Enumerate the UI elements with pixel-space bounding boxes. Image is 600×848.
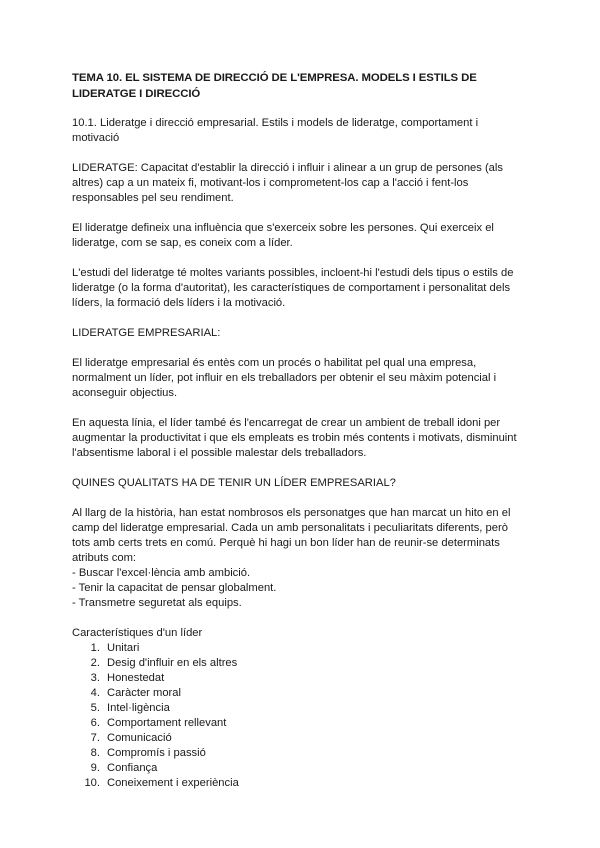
list-item-label: Compromís i passió [107, 747, 206, 759]
characteristics-numbered-list [72, 641, 522, 791]
paragraph-business-definition: El lideratge empresarial és entès com un procés o habilitat pel qual una empresa, normalment un líder, pot influir en els treballadors per obtenir el seu màxim potencial i aconseguir objectius. [72, 357, 497, 399]
list-item-label: Unitari [107, 642, 140, 654]
list-item-label: Caràcter moral [107, 687, 181, 699]
list-item-label: Comunicació [107, 732, 172, 744]
list-item-number: 7. [90, 732, 100, 744]
list-item-label: Confiança [107, 762, 158, 774]
paragraph-qualities-intro: Al llarg de la història, han estat nombrosos els personatges que han marcat un hito en el camp del lideratge empresarial. Cada un amb personalitats i peculiaritats diferents, però tots amb certs trets en comú. Perquè hi hagi un bon líder han de reunir-se determinats atributs com: [72, 507, 511, 564]
list-item [72, 701, 522, 716]
list-item-number: 5. [90, 702, 100, 714]
list-item-number: 6. [90, 717, 100, 729]
heading-business-leadership: LIDERATGE EMPRESARIAL: [72, 327, 221, 339]
list-item [72, 716, 522, 731]
heading-leader-characteristics: Característiques d'un líder [72, 627, 203, 639]
list-item-number: 2. [90, 657, 100, 669]
section-subtitle: 10.1. Lideratge i direcció empresarial. Estils i models de lideratge, comportament i motivació [72, 117, 479, 144]
list-item-number: 4. [90, 687, 100, 699]
list-item [72, 641, 522, 656]
list-item-label: Honestedat [107, 672, 165, 684]
paragraph-influence: El lideratge defineix una influència que s'exerceix sobre les persones. Qui exerceix el lideratge, com se sap, es coneix com a líder. [72, 222, 494, 249]
list-item-label: Coneixement i experiència [107, 777, 239, 789]
list-item [72, 761, 522, 776]
heading-leader-qualities: QUINES QUALITATS HA DE TENIR UN LÍDER EMPRESARIAL? [72, 477, 396, 489]
paragraph-business-environment: En aquesta línia, el líder també és l'encarregat de crear un ambient de treball idoni per augmentar la productivitat i que els empleats es trobin més contents i motivats, disminuint l'absentisme laboral i el possible malestar dels treballadors. [72, 417, 517, 459]
list-item [72, 656, 522, 671]
paragraph-study: L'estudi del lideratge té moltes variants possibles, incloent-hi l'estudi dels tipus o estils de lideratge (o la forma d'autoritat), les característiques de comportament i personalitat dels líders, la formació dels líders i la motivació. [72, 267, 514, 309]
list-item-number: 1. [90, 642, 100, 654]
list-item-number: 9. [90, 762, 100, 774]
list-item-number: 3. [90, 672, 100, 684]
list-item-number: 10. [84, 777, 100, 789]
list-item-label: Comportament rellevant [107, 717, 227, 729]
list-item: - Tenir la capacitat de pensar globalment. [72, 582, 277, 594]
list-item: - Transmetre seguretat als equips. [72, 597, 242, 609]
list-item-number: 8. [90, 747, 100, 759]
list-item [72, 731, 522, 746]
list-item-label: Intel·ligència [107, 702, 170, 714]
list-item-label: Desig d'influir en els altres [107, 657, 238, 669]
list-item [72, 686, 522, 701]
list-item [72, 671, 522, 686]
document-page [72, 70, 522, 791]
paragraph-definition: LIDERATGE: Capacitat d'establir la direcció i influir i alinear a un grup de persones (als altres) cap a un mateix fi, motivant-los i comprometent-los cap a l'acció i fent-los responsables pel seu rendiment. [72, 162, 503, 204]
list-item [72, 776, 522, 791]
list-item [72, 746, 522, 761]
qualities-bullet-list [72, 566, 522, 611]
document-title: TEMA 10. EL SISTEMA DE DIRECCIÓ DE L'EMPRESA. MODELS I ESTILS DE LIDERATGE I DIRECCIÓ [72, 72, 477, 100]
list-item: - Buscar l'excel·lència amb ambició. [72, 567, 251, 579]
